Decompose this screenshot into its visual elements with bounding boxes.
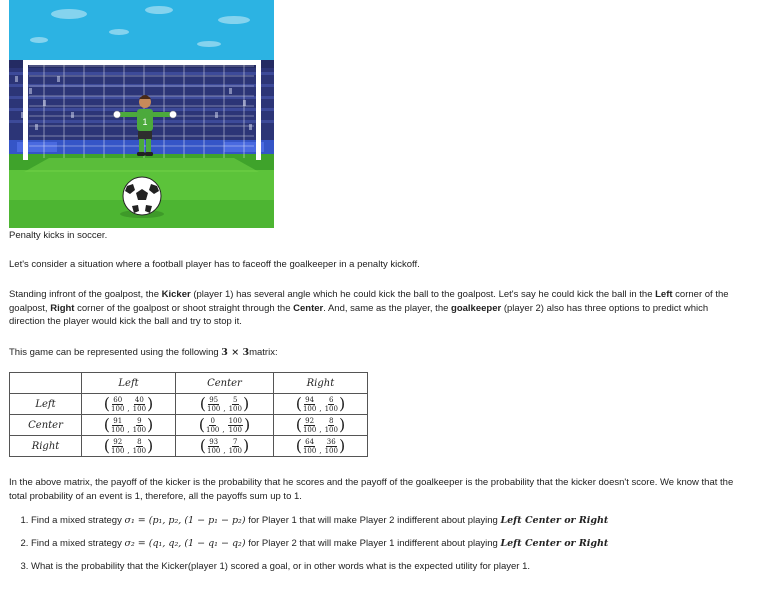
payoff-matrix (9, 372, 368, 457)
denominator: 100 (205, 425, 220, 434)
payoff-cell (82, 436, 176, 457)
comma: , (223, 404, 226, 413)
payoff-pair (296, 438, 345, 455)
matrix-corner (10, 373, 82, 394)
penalty-kick-illustration (9, 0, 274, 228)
open-paren: ( (295, 394, 302, 413)
intro-paragraph: Let's consider a situation where a football player has to faceoff the goalkeeper in a penalty kickoff. (9, 259, 420, 270)
close-paren: ) (243, 415, 251, 434)
denominator: 100 (228, 446, 242, 455)
row-header-left: Left (10, 394, 82, 415)
numerator: 91 (113, 416, 123, 425)
kicker-payoff (206, 417, 219, 434)
payoff-pair (296, 417, 345, 434)
open-paren: ( (295, 436, 302, 455)
denominator: 100 (111, 404, 125, 413)
column-header-left: Left (82, 373, 176, 394)
numerator: 92 (305, 416, 315, 425)
payoff-cell (82, 415, 176, 436)
payoff-cell (273, 394, 367, 415)
payoff-cell (82, 394, 176, 415)
payoff-pair (104, 396, 153, 413)
matrix-dimensions: 3 × 3 (221, 347, 250, 358)
numerator: 94 (305, 395, 315, 404)
comma: , (127, 404, 130, 413)
payoff-pair (200, 438, 249, 455)
kicker-payoff (207, 438, 220, 455)
goalkeeper-term: goalkeeper (451, 302, 502, 314)
numerator: 8 (329, 416, 334, 425)
denominator: 100 (228, 404, 242, 413)
close-paren: ) (338, 415, 346, 434)
goalkeeper-payoff (229, 438, 242, 455)
payoff-cell (176, 415, 274, 436)
comma: , (319, 425, 322, 434)
denominator: 100 (132, 404, 147, 413)
question-item: 1. Find a mixed strategy σ₁ = (p₁, p₂, (1 − p₁ − p₂) for Player 1 that will make Player 2 indifferent about playing Left Center or Right (31, 514, 751, 537)
denominator: 100 (324, 404, 338, 413)
payoff-pair (296, 396, 345, 413)
open-paren: ( (295, 415, 302, 434)
soccer-scene-image (9, 0, 274, 228)
question-list (9, 514, 751, 583)
payoff-cell (176, 436, 274, 457)
denominator: 100 (206, 404, 221, 413)
denominator: 100 (111, 425, 125, 434)
goalkeeper-payoff (325, 396, 338, 413)
image-caption: Penalty kicks in soccer. (9, 230, 108, 241)
denominator: 100 (324, 446, 338, 455)
numerator: 93 (209, 437, 219, 446)
numerator: 100 (228, 416, 242, 425)
matrix-intro: This game can be represented using the following 3 × 3matrix: (9, 347, 278, 358)
row-header-right: Right (10, 436, 82, 457)
numerator: 36 (326, 437, 336, 446)
numerator: 60 (113, 395, 123, 404)
numerator: 7 (233, 437, 238, 446)
denominator: 100 (132, 446, 147, 455)
close-paren: ) (242, 394, 250, 413)
kicker-payoff (207, 396, 220, 413)
open-paren: ( (198, 415, 205, 434)
question-item: 3. What is the probability that the Kicker(player 1) scored a goal, or in other words what is the expected utility for player 1. (31, 560, 751, 583)
kicker-payoff (111, 396, 124, 413)
strategy-options: Left Center or Right (500, 538, 609, 549)
svg-text:1: 1 (142, 117, 148, 127)
center-term: Center (293, 302, 324, 314)
comma: , (127, 425, 130, 434)
denominator: 100 (302, 425, 317, 434)
numerator: 8 (137, 437, 142, 446)
right-term: Right (50, 302, 75, 314)
numerator: 95 (209, 395, 219, 404)
strategy-formula: σ₁ = (p₁, p₂, (1 − p₁ − p₂) (124, 515, 246, 526)
row-header-center: Center (10, 415, 82, 436)
close-paren: ) (338, 436, 346, 455)
kicker-payoff (303, 417, 316, 434)
numerator: 92 (113, 437, 123, 446)
denominator: 100 (302, 446, 317, 455)
close-paren: ) (338, 394, 346, 413)
close-paren: ) (147, 436, 154, 455)
close-paren: ) (147, 394, 154, 413)
goalkeeper-payoff (325, 417, 338, 434)
kicker-term: Kicker (161, 289, 191, 300)
numerator: 6 (329, 395, 334, 404)
left-term: Left (655, 289, 673, 300)
kicker-payoff (303, 438, 316, 455)
open-paren: ( (103, 415, 111, 434)
kicker-payoff (111, 417, 124, 434)
question-item: 2. Find a mixed strategy σ₂ = (q₁, q₂, (1 − q₁ − q₂) for Player 2 that will make Player 1 indifferent about playing Left Center or Right (31, 537, 751, 560)
column-header-right: Right (273, 373, 367, 394)
goalkeeper-payoff (228, 417, 243, 434)
goalkeeper-payoff (133, 417, 146, 434)
setup-paragraph: Standing infront of the goalpost, the Kicker (player 1) has several angle which he could kick the ball to the goalpost. Let's say he could kick the ball in the Left corner of the goalpost, Right corner of the goalpost or shoot straight through the Center. And, same as the player, the goalkeeper (player 2) also has three options to predict which direction the player would kick the ball and try to stop it. (9, 289, 729, 328)
goalkeeper-payoff (325, 438, 338, 455)
goalkeeper-payoff (133, 396, 146, 413)
numerator: 40 (134, 395, 144, 404)
strategy-options: Left Center or Right (500, 515, 609, 526)
payoff-pair (104, 438, 153, 455)
payoff-cell (273, 436, 367, 457)
comma: , (223, 446, 226, 455)
numerator: 64 (305, 437, 315, 446)
column-header-center: Center (176, 373, 274, 394)
comma: , (222, 425, 225, 434)
denominator: 100 (324, 425, 338, 434)
numerator: 0 (210, 416, 215, 425)
denominator: 100 (206, 446, 221, 455)
payoff-cell (176, 394, 274, 415)
denominator: 100 (132, 425, 147, 434)
goalkeeper-payoff (133, 438, 146, 455)
open-paren: ( (199, 394, 206, 413)
close-paren: ) (147, 415, 154, 434)
close-paren: ) (242, 436, 250, 455)
denominator: 100 (228, 425, 242, 434)
denominator: 100 (302, 404, 317, 413)
strategy-formula: σ₂ = (q₁, q₂, (1 − q₁ − q₂) (124, 538, 246, 549)
kicker-payoff (303, 396, 316, 413)
comma: , (319, 404, 322, 413)
open-paren: ( (199, 436, 206, 455)
payoff-cell (273, 415, 367, 436)
open-paren: ( (103, 394, 111, 413)
payoff-pair (200, 396, 249, 413)
comma: , (127, 446, 130, 455)
payoff-pair (199, 417, 250, 434)
open-paren: ( (103, 436, 111, 455)
numerator: 5 (233, 395, 238, 404)
payoff-pair (104, 417, 153, 434)
comma: , (319, 446, 322, 455)
denominator: 100 (111, 446, 125, 455)
explanation-paragraph: In the above matrix, the payoff of the kicker is the probability that he scores and the payoff of the goalkeeper is the probability that the kicker doesn't score. We know that the total probability of an event is 1, therefore, all the payoffs sum up to 1. (9, 477, 734, 502)
goalkeeper-payoff (229, 396, 242, 413)
numerator: 9 (137, 416, 142, 425)
kicker-payoff (111, 438, 124, 455)
